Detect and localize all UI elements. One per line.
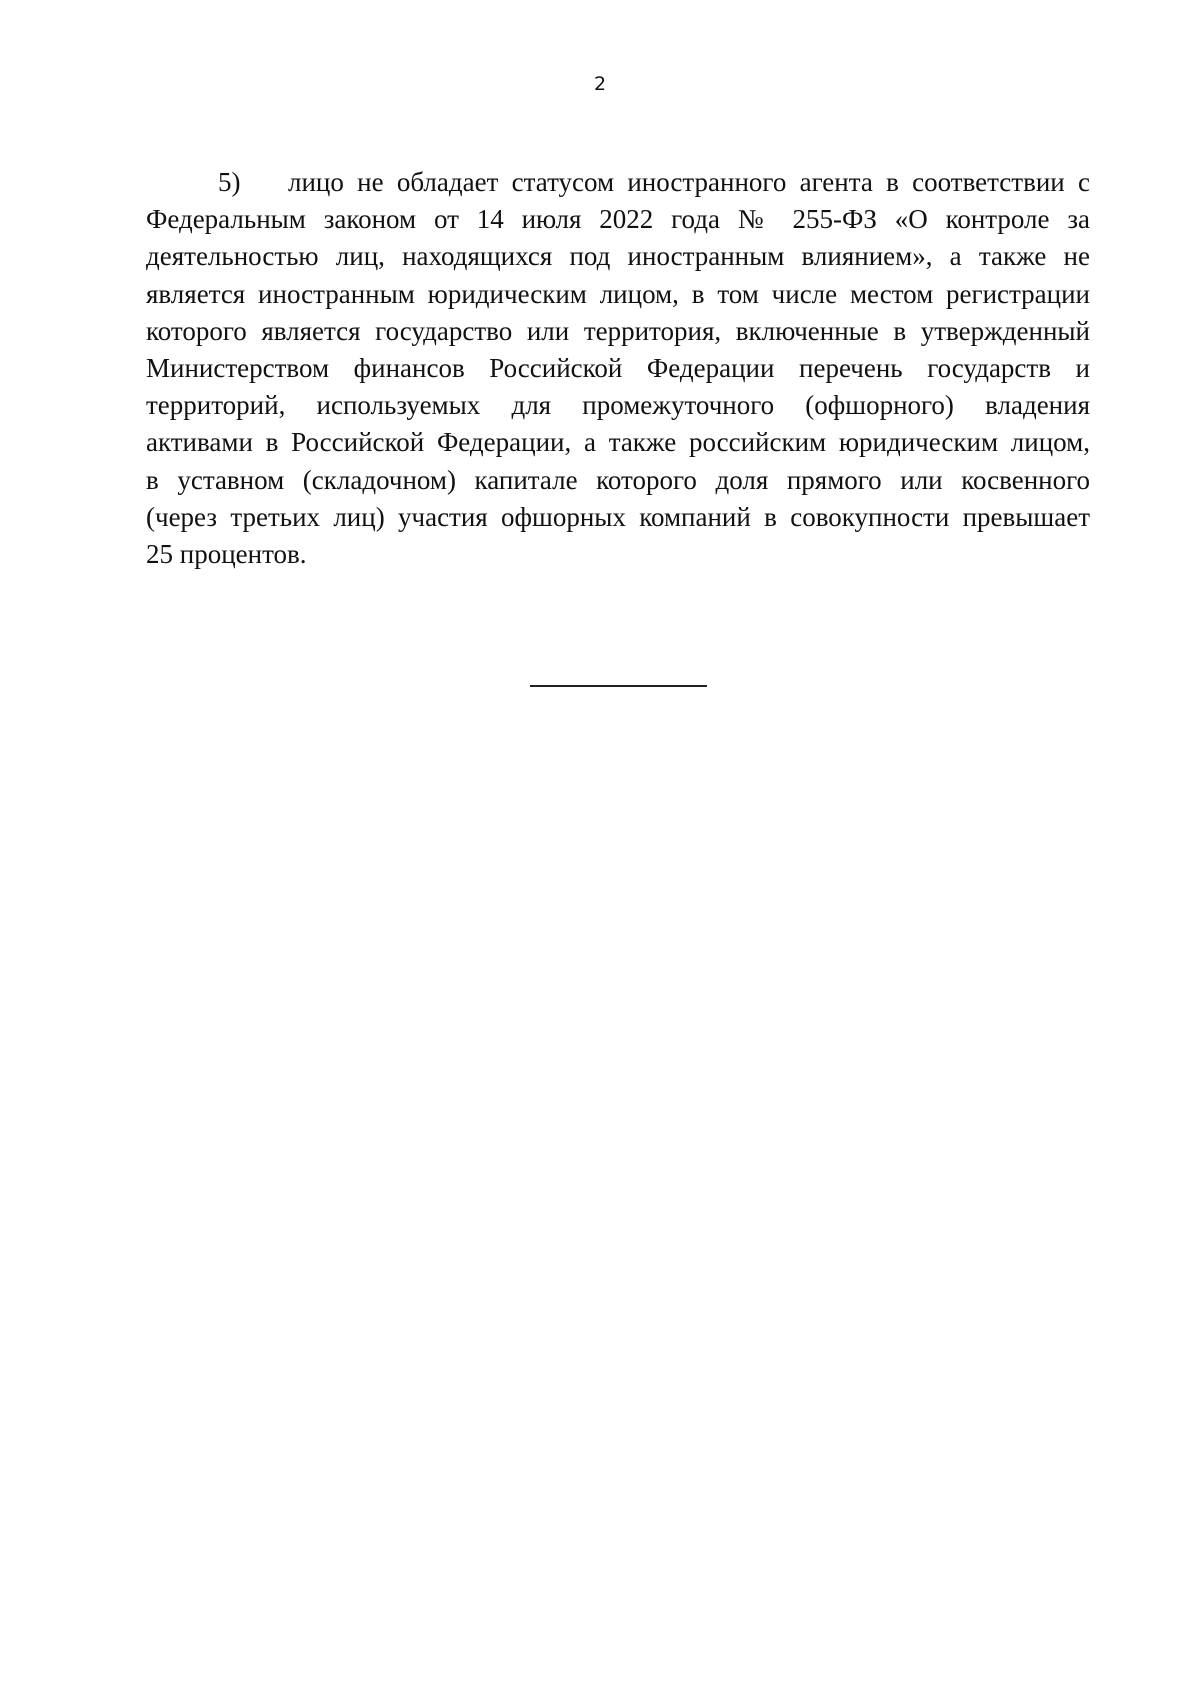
- paragraph-line: которого является государство или территория, включенные в утвержденный: [146, 315, 1090, 346]
- end-of-document-rule: [530, 685, 707, 687]
- paragraph-line: является иностранным юридическим лицом, в том числе местом регистрации: [146, 278, 1090, 309]
- paragraph-line: в уставном (складочном) капитале которого доля прямого или косвенного: [146, 464, 1090, 495]
- paragraph-line: деятельностью лиц, находящихся под иностранным влиянием», а также не: [146, 241, 1090, 272]
- paragraph-line: территорий, используемых для промежуточного (офшорного) владения: [146, 390, 1090, 421]
- paragraph-line: (через третьих лиц) участия офшорных компаний в совокупности превышает: [146, 501, 1090, 532]
- paragraph-line: Министерством финансов Российской Федерации перечень государств и: [146, 353, 1090, 384]
- paragraph-line: активами в Российской Федерации, а также российским юридическим лицом,: [146, 427, 1090, 458]
- paragraph-line: [146, 164, 1090, 201]
- paragraph-line-text: лицо не обладает статусом иностранного агента в соответствии с: [288, 167, 1090, 197]
- page-number: 2: [593, 73, 607, 95]
- paragraph-line: Федеральным законом от 14 июля 2022 года № 255-ФЗ «О контроле за: [146, 204, 1090, 235]
- paragraph-item-5: [146, 164, 1090, 573]
- paragraph-line: 25 процентов.: [146, 539, 307, 570]
- item-marker: 5): [218, 167, 241, 197]
